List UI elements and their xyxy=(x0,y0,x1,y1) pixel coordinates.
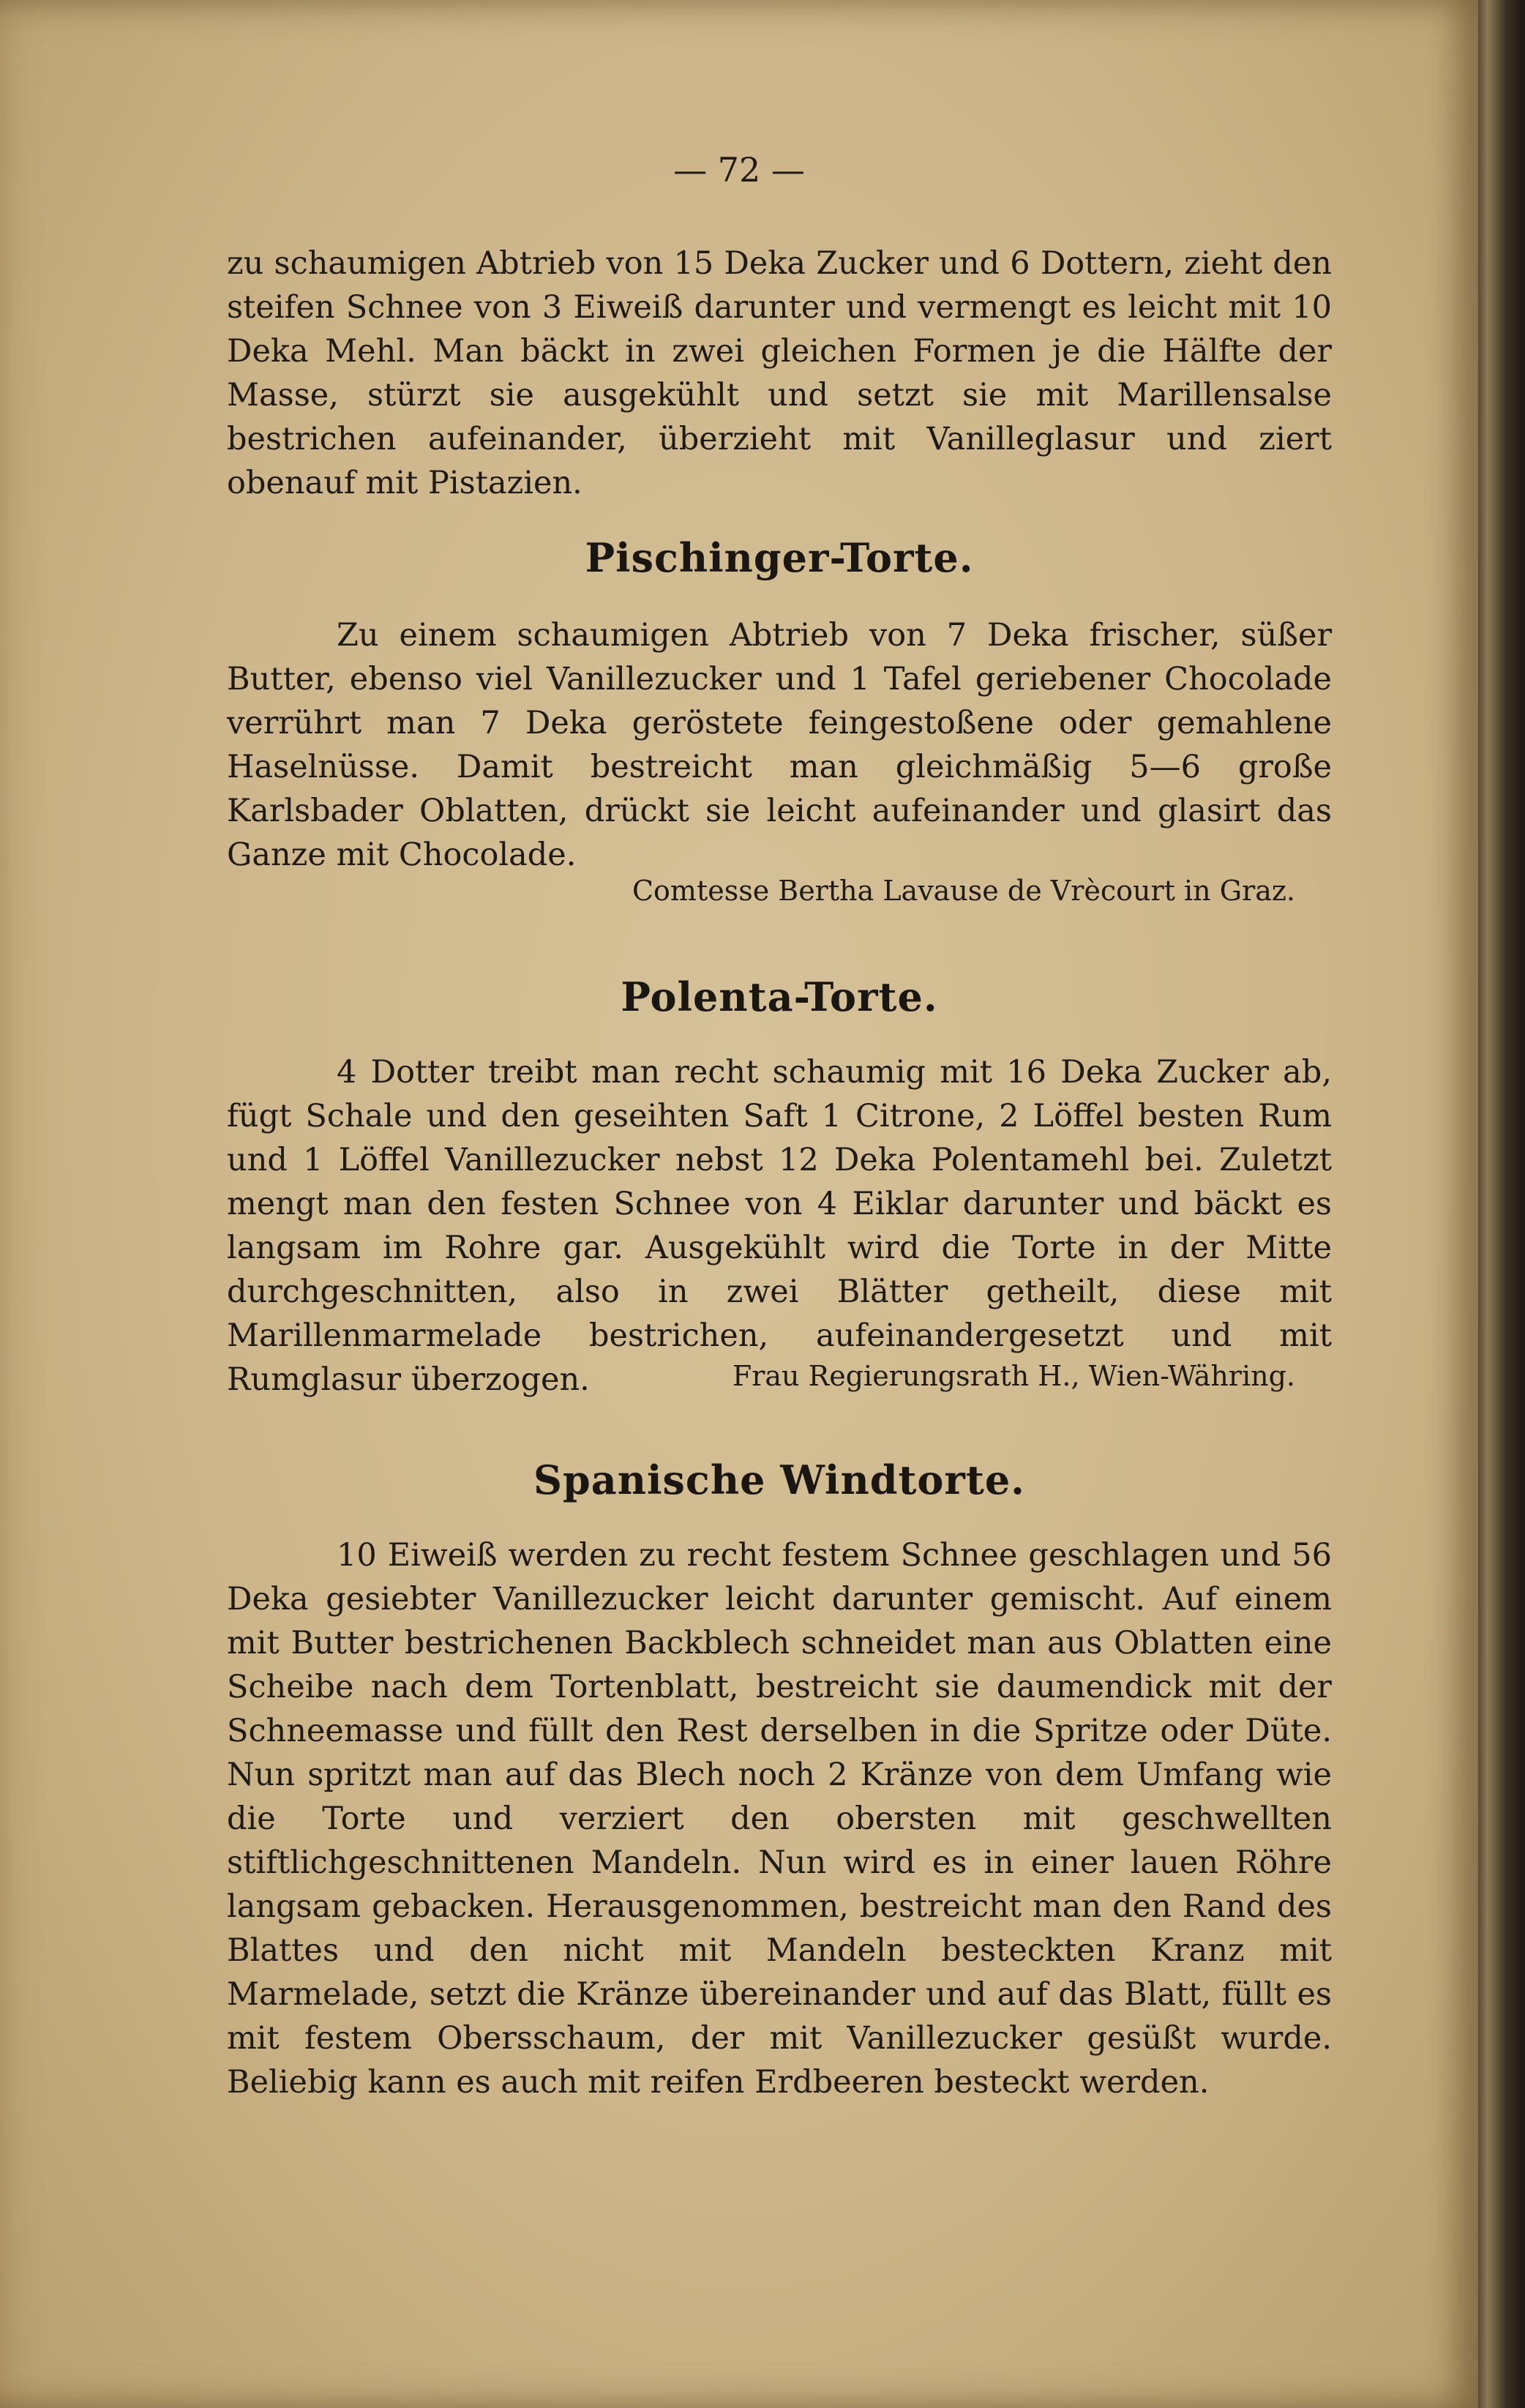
book-edge xyxy=(1478,0,1525,2408)
intro-paragraph: zu schaumigen Abtrieb von 15 Deka Zucker und 6 Dottern, zieht den steifen Schnee von 3 Eiweiß darunter und vermengt es leicht mit 10 Deka Mehl. Man bäckt in zwei gleichen Formen je die Hälfte der Masse, stürzt sie ausgekühlt und setzt sie mit Marillensalse bestrichen aufeinander, überzieht mit Vanilleglasur und ziert obenauf mit Pistazien. xyxy=(227,245,1332,501)
recipe-signature-pischinger: Comtesse Bertha Lavause de Vrècourt in Graz. xyxy=(632,875,1295,907)
recipe-body-pischinger: Zu einem schaumigen Abtrieb von 7 Deka frischer, süßer Butter, ebenso viel Vanillezucker und 1 Tafel geriebener Chocolade verrührt man 7 Deka geröstete feingestoßene oder gemahlene Haselnüsse. Damit bestreicht man gleichmäßig 5—6 große Karlsbader Oblatten, drückt sie leicht aufeinander und glasirt das Ganze mit Chocolade. xyxy=(227,617,1332,873)
recipe-body-spanische-windtorte: 10 Eiweiß werden zu recht festem Schnee geschlagen und 56 Deka gesiebter Vanillezucker leicht darunter gemischt. Auf einem mit Butter bestrichenen Backblech schneidet man aus Oblatten eine Scheibe nach dem Tortenblatt, bestreicht sie daumendick mit der Schneemasse und füllt den Rest derselben in die Spritze oder Düte. Nun spritzt man auf das Blech noch 2 Kränze von dem Umfang wie die Torte und verziert den obersten mit geschwellten stiftlichgeschnittenen Mandeln. Nun wird es in einer lauen Röhre langsam gebacken. Herausgenommen, bestreicht man den Rand des Blattes und den nicht mit Mandeln besteckten Kranz mit Marmelade, setzt die Kränze übereinander und auf das Blatt, füllt es mit festem Obersschaum, der mit Vanillezucker gesüßt wurde. Beliebig kann es auch mit reifen Erdbeeren besteckt werden. xyxy=(227,1537,1332,2101)
recipe-signature-polenta: Frau Regierungsrath H., Wien-Währing. xyxy=(732,1360,1295,1392)
recipe-title-pischinger: Pischinger-Torte. xyxy=(585,534,974,581)
recipe-title-polenta: Polenta-Torte. xyxy=(621,973,938,1020)
recipe-body-polenta: 4 Dotter treibt man recht schaumig mit 16 Deka Zucker ab, fügt Schale und den geseihten Saft 1 Citrone, 2 Löffel besten Rum und 1 Löffel Vanillezucker nebst 12 Deka Polentamehl bei. Zuletzt mengt man den festen Schnee von 4 Eiklar darunter und bäckt es langsam im Rohre gar. Ausgekühlt wird die Torte in der Mitte durchgeschnitten, also in zwei Blätter getheilt, diese mit Marillenmarmelade bestrichen, aufeinandergesetzt und mit Rumglasur überzogen. xyxy=(227,1054,1332,1398)
page-number: — 72 — xyxy=(673,150,805,190)
recipe-title-spanische-windtorte: Spanische Windtorte. xyxy=(533,1457,1025,1503)
